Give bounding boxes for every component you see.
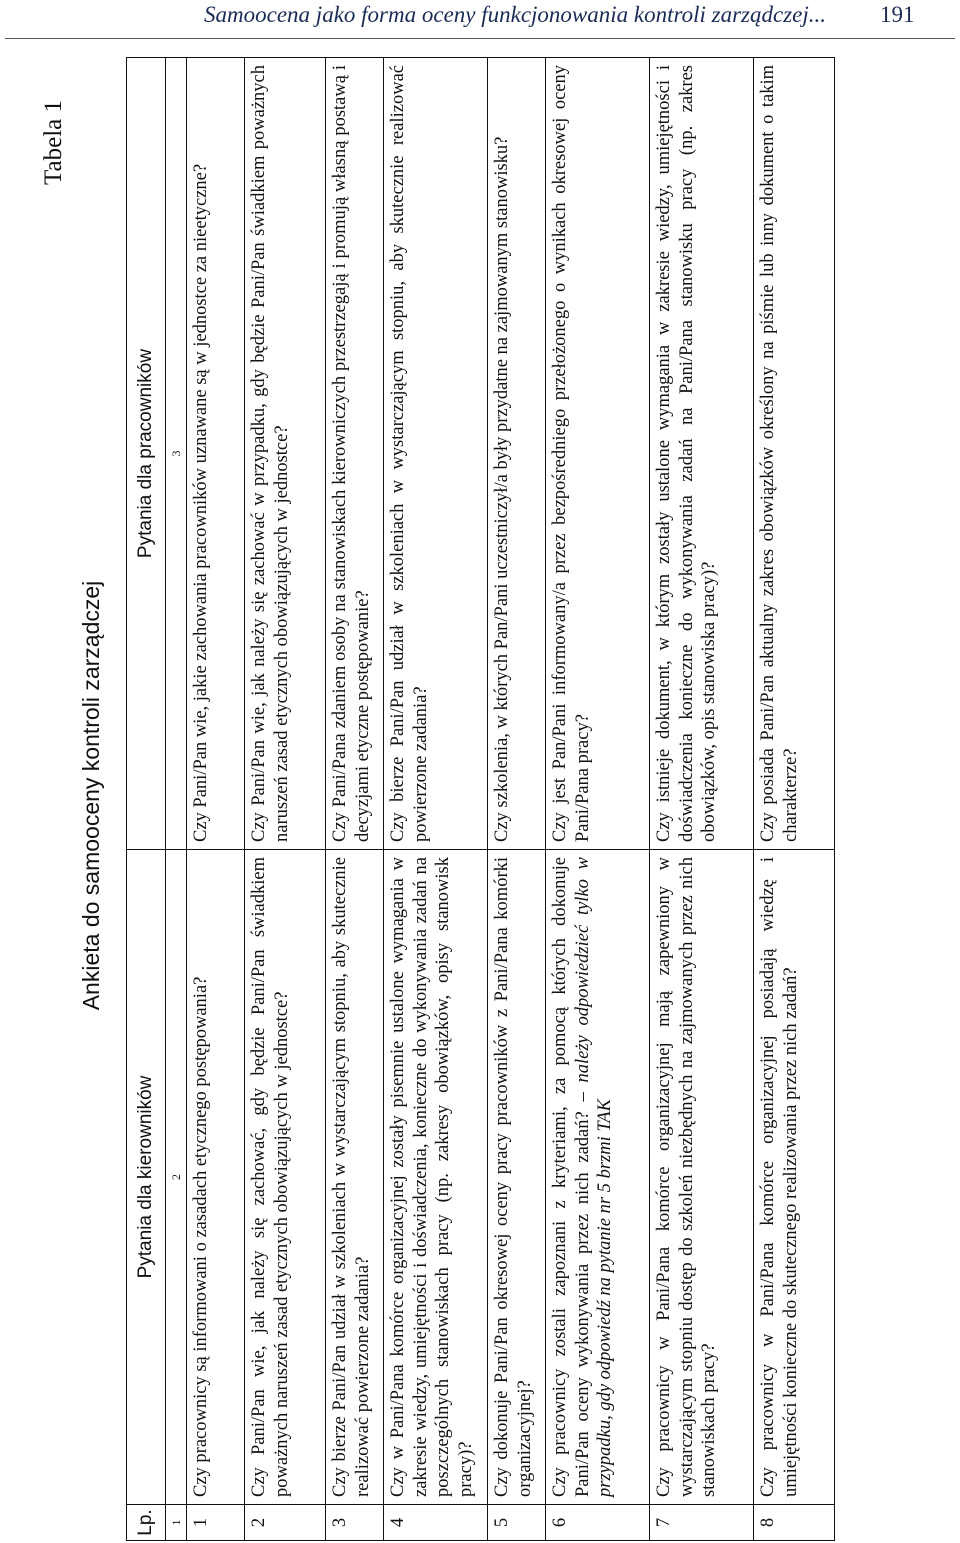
manager-question: Czy pracownicy w Pani/Pana komórce organizacyjnej posiadają wiedzę i umiejętności konieczne do skutecznego realizowania przez nich zadań? <box>754 850 835 1505</box>
employee-question: Czy Pani/Pan wie, jak należy się zachować w przypadku, gdy będzie Pani/Pan świadkiem poważnych naruszeń zasad etycznych obowiązujących w jednostce? <box>245 58 326 850</box>
table-title: Ankieta do samooceny kontroli zarządczej <box>78 580 104 1011</box>
manager-question: Czy pracownicy są informowani o zasadach etycznego postępowania? <box>187 850 245 1505</box>
employee-question: Czy Pani/Pan wie, jakie zachowania pracowników uznawane są w jednostce za nieetyczne? <box>187 58 245 850</box>
running-header <box>0 0 960 42</box>
row-number: 3 <box>326 1505 384 1541</box>
table-row <box>650 58 754 1541</box>
table-row <box>326 58 384 1541</box>
row-number: 5 <box>488 1505 546 1541</box>
column-number: 2 <box>166 850 187 1505</box>
manager-question: Czy bierze Pani/Pan udział w szkoleniach w wystarczającym stopniu, aby skutecznie realizować powierzone zadania? <box>326 850 384 1505</box>
survey-table <box>126 57 835 1541</box>
row-number: 2 <box>245 1505 326 1541</box>
manager-question-cell <box>546 850 650 1505</box>
table-row <box>187 58 245 1541</box>
manager-question-note: należy odpowiedzieć tylko w przypadku, gdy odpowiedź na pytanie nr 5 brzmi TAK <box>572 857 616 1497</box>
manager-question: Czy dokonuje Pani/Pan okresowej oceny pracy pracowników z Pani/Pana komórki organizacyjnej? <box>488 850 546 1505</box>
row-number: 7 <box>650 1505 754 1541</box>
rotated-table-page <box>0 48 950 1543</box>
employee-question: Czy jest Pan/Pani informowany/a przez bezpośredniego przełożonego o wynikach okresowej oceny Pani/Pana pracy? <box>546 58 650 850</box>
table-row <box>488 58 546 1541</box>
employee-question: Czy bierze Pani/Pan udział w szkoleniach w wystarczającym stopniu, aby skutecznie realizować powierzone zadania? <box>384 58 488 850</box>
row-number: 6 <box>546 1505 650 1541</box>
manager-question: Czy w Pani/Pana komórce organizacyjnej zostały pisemnie ustalone wymagania w zakresie wiedzy, umiejętności i doświadczenia, konieczne do wykonywania zadań na poszczególnych stanowiskach pracy (np. zakresy obowiązków, opisy stanowisk pracy)? <box>384 850 488 1505</box>
header-rule <box>5 38 955 39</box>
employee-question: Czy posiada Pani/Pan aktualny zakres obowiązków określony na piśmie lub inny dokument o takim charakterze? <box>754 58 835 850</box>
table-row <box>754 58 835 1541</box>
header-row <box>127 58 166 1541</box>
page-number: 191 <box>880 2 915 27</box>
manager-question: Czy pracownicy w Pani/Pana komórce organizacyjnej mają zapewniony w wystarczającym stopniu dostęp do szkoleń niezbędnych na zajmowanych przez nich stanowiskach pracy? <box>650 850 754 1505</box>
table-row <box>245 58 326 1541</box>
table-row <box>384 58 488 1541</box>
row-number: 8 <box>754 1505 835 1541</box>
manager-question: Czy pracownicy zostali zapoznani z kryteriami, za pomocą których dokonuje Pani/Pan oceny wykonywania przez nich zadań? – <box>550 857 593 1497</box>
employee-question: Czy istnieje dokument, w którym zostały ustalone wymagania w zakresie wiedzy, umiejętności i doświadczenia konieczne do wykonywania zadań na Pani/Pana stanowisku pracy (np. zakres obowiązków, opis stanowiska pracy)? <box>650 58 754 850</box>
column-number: 3 <box>166 58 187 850</box>
column-number: 1 <box>166 1505 187 1541</box>
employee-question: Czy szkolenia, w których Pan/Pani uczestniczył/a były przydatne na zajmowanym stanowisku? <box>488 58 546 850</box>
column-number-row <box>166 58 187 1541</box>
row-number: 1 <box>187 1505 245 1541</box>
employee-question: Czy Pani/Pana zdaniem osoby na stanowiskach kierowniczych przestrzegają i promują własną postawą i decyzjami etyczne postępowanie? <box>326 58 384 850</box>
header-employees: Pytania dla pracowników <box>127 58 166 850</box>
running-title: Samoocena jako forma oceny funkcjonowania kontroli zarządczej... <box>204 2 826 27</box>
table-row <box>546 58 650 1541</box>
header-lp: Lp. <box>127 1505 166 1541</box>
row-number: 4 <box>384 1505 488 1541</box>
manager-question: Czy Pani/Pan wie, jak należy się zachować, gdy będzie Pani/Pan świadkiem poważnych naruszeń zasad etycznych obowiązujących w jednostce? <box>245 850 326 1505</box>
table-label: Tabela 1 <box>40 99 67 185</box>
header-managers: Pytania dla kierowników <box>127 850 166 1505</box>
